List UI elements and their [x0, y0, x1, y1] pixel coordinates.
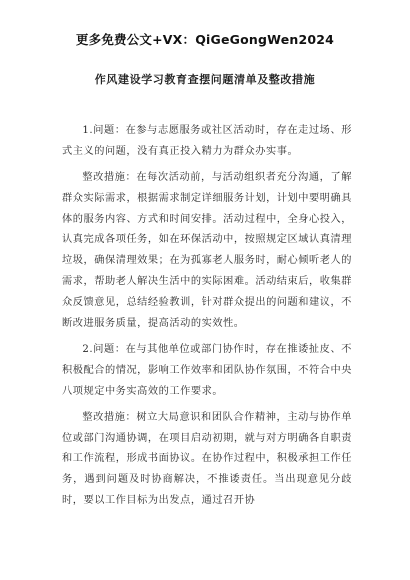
paragraph-measures-2: 整改措施：树立大局意识和团队合作精神，主动与协作单位或部门沟通协调，在项目启动初期，就与对方明确各自职责和工作流程，形成书面协议。在协作过程中，积极承担工作任务，遇到问题及时协商解决，不推诿责任。当出现意见分歧时，要以工作目标为出发点，通过召开协 — [62, 411, 352, 507]
paragraph-problem-2: 2.问题：在与其他单位或部门协作时，存在推诿扯皮、不积极配合的情况，影响工作效率和团队协作氛围，不符合中央八项规定中务实高效的工作要求。 — [62, 343, 352, 397]
header-watermark: 更多免费公文+VX：QiGeGongWen2024 — [75, 32, 335, 47]
paragraph-problem-1: 1.问题：在参与志愿服务或社区活动时，存在走过场、形式主义的问题，没有真正投入精力为群众办实事。 — [62, 125, 352, 157]
paragraph-measures-1: 整改措施：在每次活动前，与活动组织者充分沟通，了解群众实际需求，根据需求制定详细服务计划，计划中要明确具体的服务内容、方式和时间安排。活动过程中，全身心投入，认真完成各项任务，如在环保活动中，按照规定区域认真清理垃圾，确保清理效果；在为孤寡老人服务时，耐心倾听老人的需求，帮助老人解决生活中的实际困难。活动结束后，收集群众反馈意见，总结经验教训，针对群众提出的问题和建议，不断改进服务质量，提高活动的实效性。 — [62, 172, 352, 329]
document-body — [62, 121, 352, 517]
document-title: 作风建设学习教育查摆问题清单及整改措施 — [94, 73, 316, 86]
